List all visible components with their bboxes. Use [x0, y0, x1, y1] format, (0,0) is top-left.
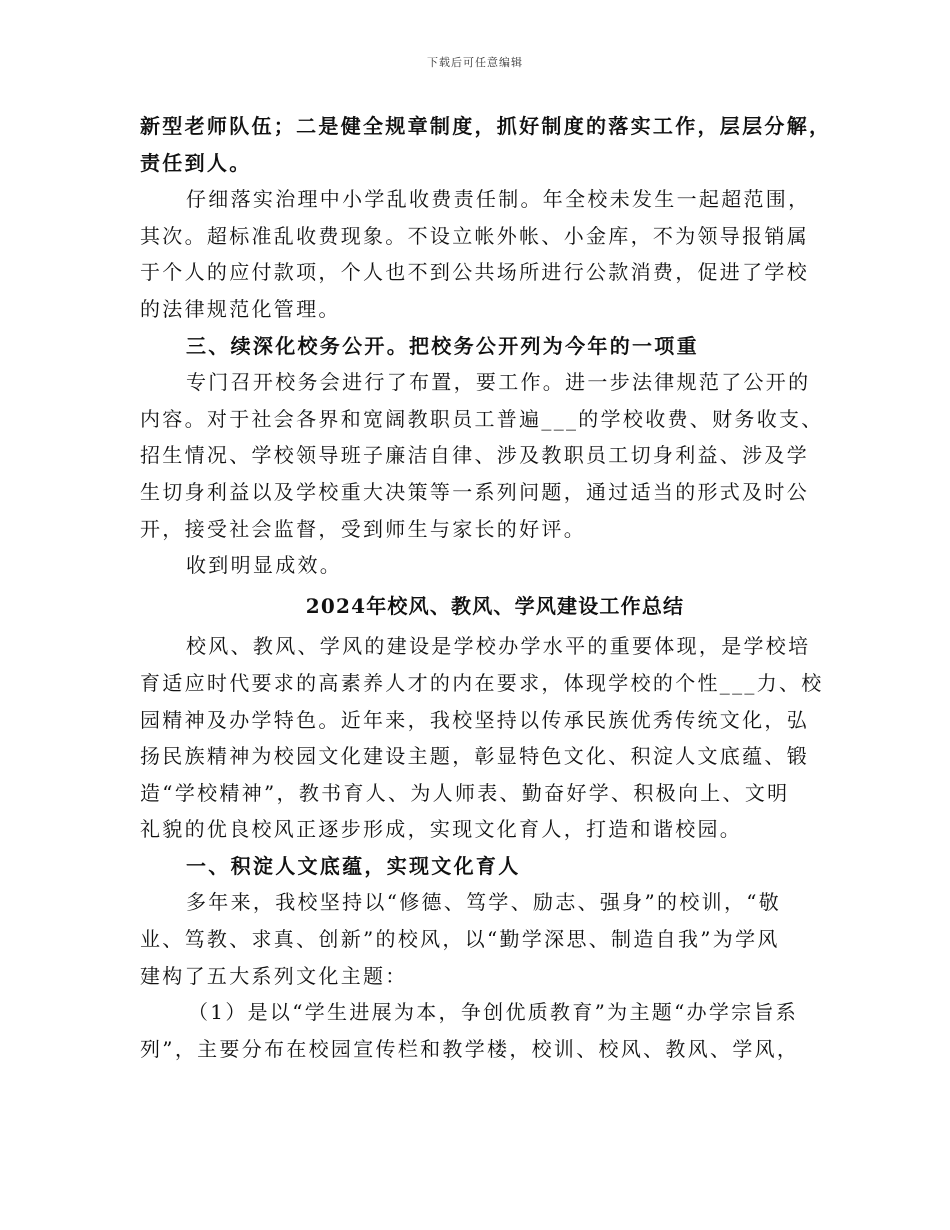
text-line: 园精神及办学特色。近年来，我校坚持以传承民族优秀传统文化，弘 — [140, 707, 809, 732]
document-title: 2024年校风、教风、学风建设工作总结 — [305, 593, 685, 618]
section-heading-school-affairs: 三、续深化校务公开。把校务公开列为今年的一项重 — [186, 333, 699, 358]
paragraph-results: 收到明显成效。 — [186, 553, 343, 578]
paragraph-team-regulations — [140, 108, 832, 181]
text-line: 扬民族精神为校园文化建设主题，彰显特色文化、积淀人文底蕴、锻 — [140, 744, 809, 769]
text-line: 招生情况、学校领导班子廉洁自律、涉及教职员工切身利益、涉及学 — [140, 443, 809, 468]
paragraph-fee-responsibility — [140, 181, 820, 327]
text-line: 的法律规范化管理。 — [140, 296, 341, 321]
text-line: 列”，主要分布在校园宣传栏和教学楼，校训、校风、教风、学风， — [140, 1036, 800, 1061]
paragraph-item-1 — [140, 994, 820, 1067]
text-line: 内容。对于社会各界和宽阔教职员工普遍___的学校收费、财务收支、 — [140, 406, 824, 431]
text-line: 专门召开校务会进行了布置，要工作。进一步法律规范了公开的 — [186, 370, 811, 395]
text-line: 其次。超标准乱收费现象。不设立帐外帐、小金库，不为领导报销属 — [140, 223, 809, 248]
paragraph-introduction — [140, 628, 824, 848]
text-line: 建构了五大系列文化主题： — [140, 963, 408, 988]
text-line: 校风、教风、学风的建设是学校办学水平的重要体现，是学校培 — [186, 634, 811, 659]
text-line: 业、笃教、求真、创新”的校风，以“勤学深思、制造自我”为学风 — [140, 927, 780, 952]
page-header: 下载后可任意编辑 — [427, 56, 523, 69]
text-line: 开，接受社会监督，受到师生与家长的好评。 — [140, 516, 586, 541]
document-body — [140, 108, 832, 1067]
paragraph-school-affairs-disclosure — [140, 364, 824, 547]
paragraph-school-motto — [140, 884, 820, 994]
text-line: 新型老师队伍；二是健全规章制度，抓好制度的落实工作，层层分解， — [140, 114, 832, 138]
text-line: 造“学校精神”，教书育人、为人师表、勤奋好学、积极向上、文明 — [140, 780, 790, 805]
text-line: （1）是以“学生进展为本，争创优质教育”为主题“办学宗旨系 — [188, 1000, 799, 1025]
text-line: 礼貌的优良校风正逐步形成，实现文化育人，打造和谐校园。 — [140, 817, 743, 842]
text-line: 多年来，我校坚持以“修德、笃学、励志、强身”的校训，“敬 — [186, 890, 782, 915]
text-line: 育适应时代要求的高素养人才的内在要求，体现学校的个性___力、校 — [140, 670, 824, 695]
section-heading-culture: 一、积淀人文底蕴，实现文化育人 — [186, 853, 521, 878]
text-line: 仔细落实治理中小学乱收费责任制。年全校未发生一起超范围， — [186, 187, 811, 212]
text-line: 责任到人。 — [140, 150, 252, 175]
text-line: 生切身利益以及学校重大决策等一系列问题，通过适当的形式及时公 — [140, 479, 809, 504]
text-line: 于个人的应付款项，个人也不到公共场所进行公款消费，促进了学校 — [140, 260, 809, 285]
